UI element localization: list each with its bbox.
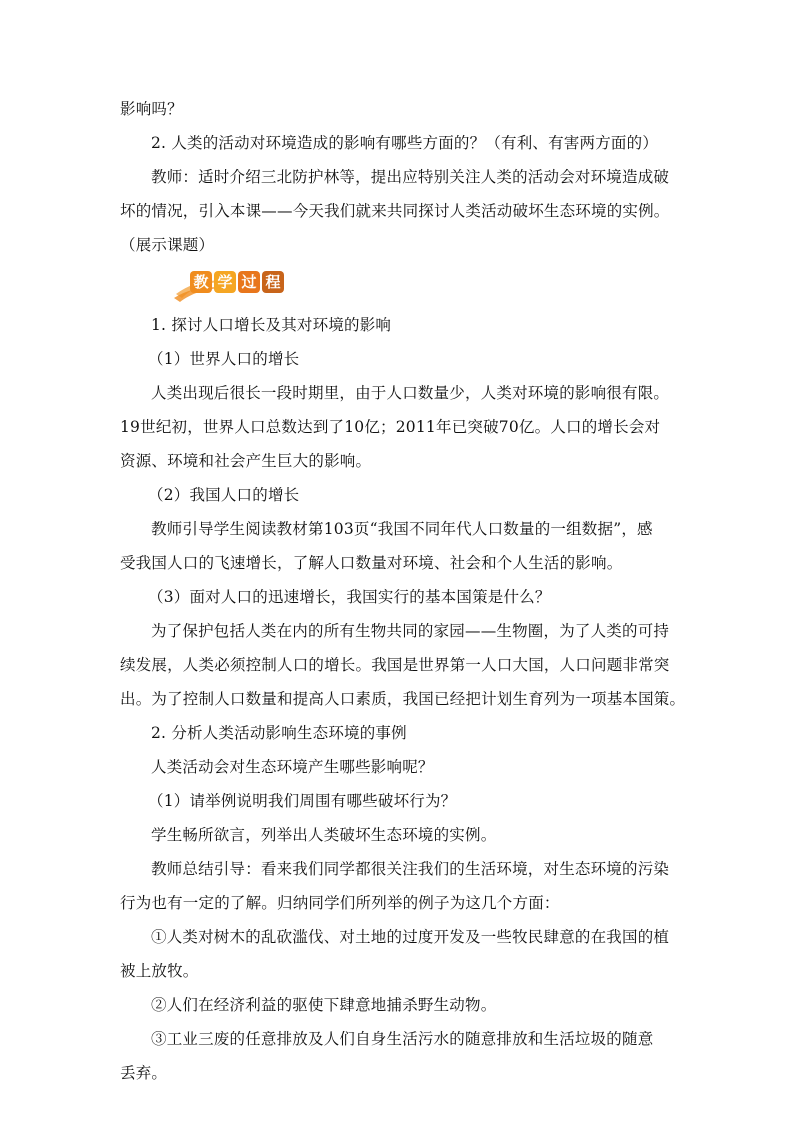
- banner-title: [190, 271, 286, 293]
- question-2: 2. 人类的活动对环境造成的影响有哪些方面的？（有利、有害两方面的）: [151, 134, 659, 152]
- paragraph-line: 人类出现后很长一段时期里，由于人口数量少，人类对环境的影响很有限。: [151, 384, 670, 402]
- paragraph-line: 学生畅所欲言，列举出人类破坏生态环境的实例。: [151, 826, 497, 844]
- subsection-heading: （1）请举例说明我们周围有哪些破坏行为？: [148, 792, 457, 810]
- paragraph-line: 教师引导学生阅读教材第103页“我国不同年代人口数量的一组数据”，感: [151, 520, 653, 538]
- subsection-heading: （2）我国人口的增长: [148, 486, 300, 504]
- paragraph-line: 行为也有一定的了解。归纳同学们所列举的例子为这几个方面：: [120, 894, 560, 912]
- section-heading: 1. 探讨人口增长及其对环境的影响: [151, 316, 392, 334]
- paragraph-line: 影响吗？: [120, 100, 183, 118]
- paragraph-line: 教师：适时介绍三北防护林等，提出应特别关注人类的活动会对环境造成破: [151, 168, 670, 186]
- document-page: [120, 92, 686, 1090]
- section-banner: [172, 264, 680, 304]
- list-item: ③工业三废的任意排放及人们自身生活污水的随意排放和生活垃圾的随意: [151, 1030, 654, 1048]
- banner-char: 过: [238, 271, 260, 293]
- banner-char: 教: [190, 271, 212, 293]
- paragraph-line: 续发展，人类必须控制人口的增长。我国是世界第一人口大国，人口问题非常突: [120, 656, 670, 674]
- paragraph-line: 被上放牧。: [120, 962, 199, 980]
- paragraph-line: 人类活动会对生态环境产生哪些影响呢？: [151, 758, 434, 776]
- paragraph-line: （展示课题）: [120, 236, 215, 254]
- paragraph-line: 坏的情况，引入本课——今天我们就来共同探讨人类活动破坏生态环境的实例。: [120, 202, 670, 220]
- paragraph-line: 资源、环境和社会产生巨大的影响。: [120, 452, 372, 470]
- banner-char: 程: [262, 271, 284, 293]
- paragraph-line: 丢弃。: [120, 1064, 168, 1082]
- paragraph-line: 教师总结引导：看来我们同学都很关注我们的生活环境，对生态环境的污染: [151, 860, 670, 878]
- paragraph-line: 为了保护包括人类在内的所有生物共同的家园——生物圈，为了人类的可持: [151, 622, 670, 640]
- subsection-heading: （3）面对人口的迅速增长，我国实行的基本国策是什么？: [148, 588, 551, 606]
- paragraph-line: 受我国人口的飞速增长，了解人口数量对环境、社会和个人生活的影响。: [120, 554, 623, 572]
- list-item: ②人们在经济利益的驱使下肆意地捕杀野生动物。: [151, 996, 497, 1014]
- paragraph-line: 19世纪初，世界人口总数达到了10亿；2011年已突破70亿。人口的增长会对: [120, 418, 661, 436]
- paragraph-line: 出。为了控制人口数量和提高人口素质，我国已经把计划生育列为一项基本国策。: [120, 690, 686, 708]
- list-item: ①人类对树木的乱砍滥伐、对土地的过度开发及一些牧民肆意的在我国的植: [151, 928, 670, 946]
- banner-char: 学: [214, 271, 236, 293]
- section-heading: 2. 分析人类活动影响生态环境的事例: [151, 724, 407, 742]
- subsection-heading: （1）世界人口的增长: [148, 350, 300, 368]
